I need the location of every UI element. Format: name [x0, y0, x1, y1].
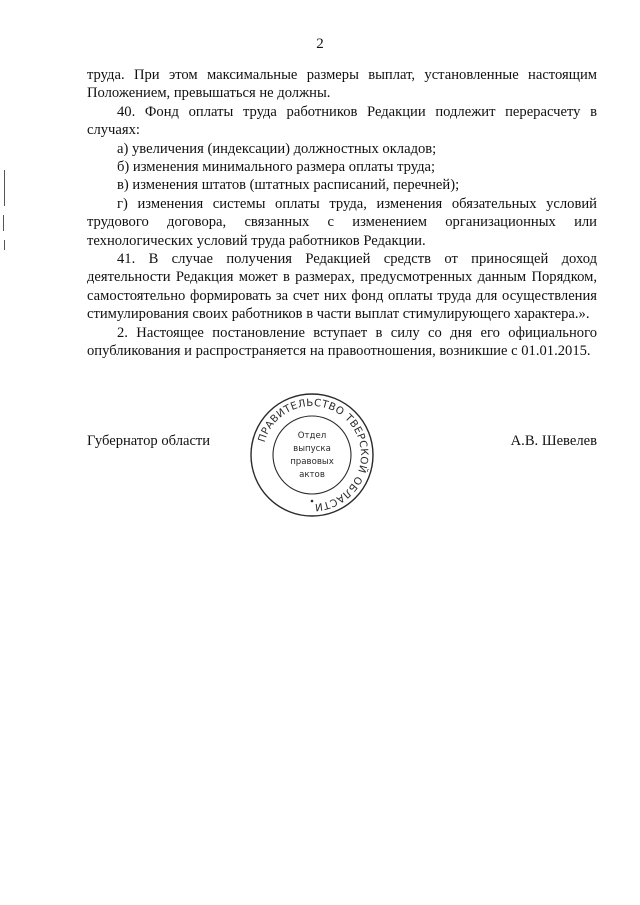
list-item-b: б) изменения минимального размера оплаты труда;: [117, 159, 436, 176]
seal-dot: [311, 500, 314, 503]
seal-center-line: выпуска: [293, 444, 331, 454]
signatory-name: А.В. Шевелев: [510, 433, 597, 449]
seal-center-text: [290, 431, 334, 480]
document-body: [87, 66, 597, 361]
scan-edge-mark: [4, 240, 5, 250]
paragraph-41: 41. В случае получения Редакцией средств от приносящей доход деятельности Редакция может в размерах, предусмотренных данным Порядком, самостоятельно формировать за счет них фонд оплаты труда для осуществления стимулирования своих работников в части выплат стимулирующего характера.».: [87, 251, 597, 323]
list-item-a: а) увеличения (индексации) должностных окладов;: [117, 140, 437, 157]
official-seal: [248, 391, 376, 519]
seal-ring-text: ПРАВИТЕЛЬСТВО ТВЕРСКОЙ ОБЛАСТИ: [256, 397, 370, 513]
seal-outer-ring: [251, 394, 373, 516]
seal-center-line: правовых: [290, 457, 334, 467]
signatory-title: Губернатор области: [87, 433, 211, 449]
list-item-g: г) изменения системы оплаты труда, изменения обязательных условий трудового договора, связанных с изменением организационных или технологических условий труда работников Редакции.: [87, 195, 597, 249]
paragraph-40: 40. Фонд оплаты труда работников Редакции подлежит перерасчету в случаях:: [87, 103, 597, 139]
seal-inner-ring: [273, 416, 351, 494]
list-item-v: в) изменения штатов (штатных расписаний, перечней);: [117, 177, 460, 194]
seal-center-line: Отдел: [297, 431, 327, 441]
page-number: 2: [316, 36, 324, 52]
scan-edge-mark: [4, 170, 5, 206]
paragraph-continuation: труда. При этом максимальные размеры выплат, установленные настоящим Положением, превышаться не должны.: [87, 67, 597, 102]
paragraph-2-effective-date: 2. Настоящее постановление вступает в силу со дня его официального опубликования и распространяется на правоотношения, возникшие с 01.01.2015.: [87, 324, 597, 360]
seal-center-line: актов: [299, 470, 325, 480]
scan-edge-mark: [3, 215, 4, 231]
